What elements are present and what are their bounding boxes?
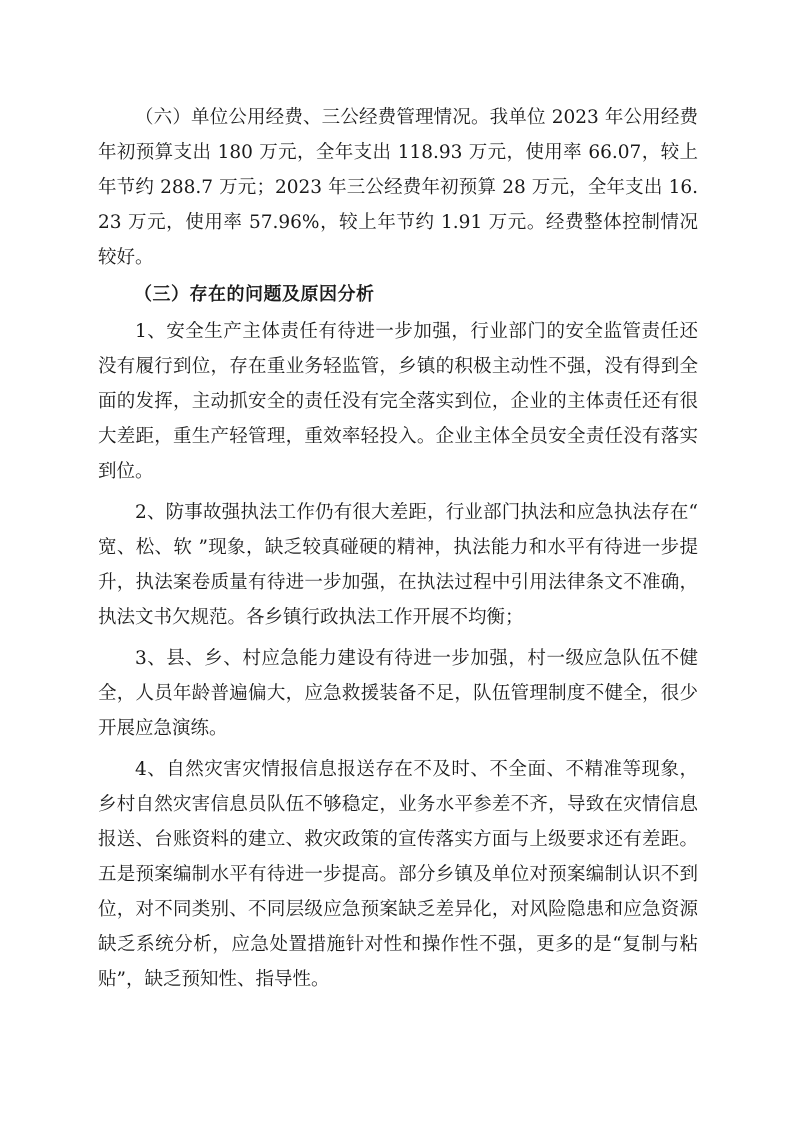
paragraph-public-funds: （六）单位公用经费、三公经费管理情况。我单位 2023 年公用经费年初预算支出 180 万元，全年支出 118.93 万元，使用率 66.07，较上年节约 288.7 万元；2023 年三公经费年初预算 28 万元，全年支出 16.23 万元，使用率 57.96%，较上年节约 1.91 万元。经费整体控制情况较好。 — [98, 107, 698, 268]
paragraph-item-2: 2、防事故强执法工作仍有很大差距，行业部门执法和应急执法存在“ 宽、松、软 ”现象，缺乏较真碰硬的精神，执法能力和水平有待进一步提升，执法案卷质量有待进一步加强，在执法过程中引用法律条文不准确，执法文书欠规范。各乡镇行政执法工作开展不均衡； — [98, 502, 698, 628]
section-heading-problems: （三）存在的问题及原因分析 — [134, 284, 375, 305]
paragraph-item-3: 3、县、乡、村应急能力建设有待进一步加强，村一级应急队伍不健全，人员年龄普遍偏大，应急救援装备不足，队伍管理制度不健全，很少开展应急演练。 — [98, 648, 698, 739]
paragraph-item-1: 1、安全生产主体责任有待进一步加强，行业部门的安全监管责任还没有履行到位，存在重业务轻监管，乡镇的积极主动性不强，没有得到全面的发挥，主动抓安全的责任没有完全落实到位，企业的主体责任还有很大差距，重生产轻管理，重效率轻投入。企业主体全员安全责任没有落实到位。 — [98, 321, 698, 482]
document-body — [98, 100, 698, 997]
paragraph-item-4: 4、自然灾害灾情报信息报送存在不及时、不全面、不精准等现象，乡村自然灾害信息员队伍不够稳定，业务水平参差不齐，导致在灾情信息报送、台账资料的建立、救灾政策的宣传落实方面与上级要求还有差距。五是预案编制水平有待进一步提高。部分乡镇及单位对预案编制认识不到位，对不同类别、不同层级应急预案缺乏差异化，对风险隐患和应急资源缺乏系统分析，应急处置措施针对性和操作性不强，更多的是“复制与粘贴”，缺乏预知性、指导性。 — [98, 759, 698, 990]
